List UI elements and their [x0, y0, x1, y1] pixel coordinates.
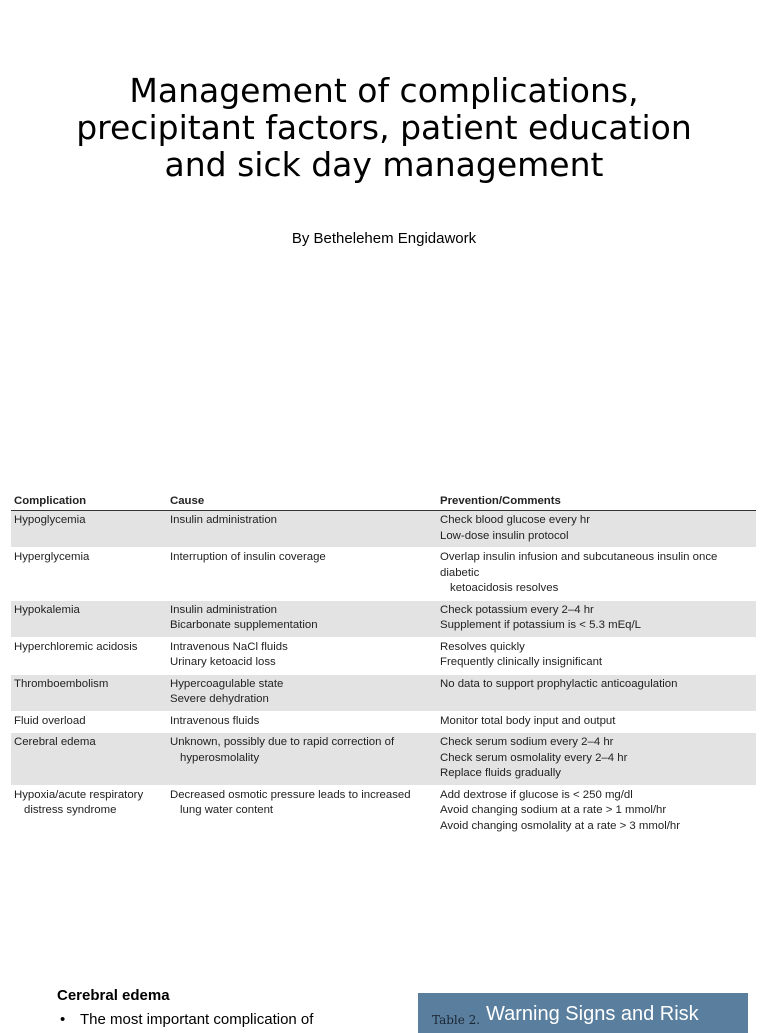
section-heading: Cerebral edema — [57, 987, 170, 1004]
cell-line: Check blood glucose every hr — [440, 514, 591, 526]
table-row — [11, 511, 756, 548]
table-cell-prevention — [437, 785, 756, 838]
cell-line: hyperosmolality — [180, 751, 260, 764]
table-cell-cause — [167, 733, 437, 786]
cell-line: Unknown, possibly due to rapid correction of — [170, 736, 395, 748]
cell-line: Hyperchloremic acidosis — [14, 640, 138, 653]
cell-line: Insulin administration — [170, 514, 277, 526]
table-cell-complication — [11, 711, 167, 733]
cell-line: Overlap insulin infusion and subcutaneous insulin once diabetic — [440, 551, 718, 579]
table-cell-cause — [167, 600, 437, 637]
table-cell-prevention — [437, 733, 756, 786]
cell-line: lung water content — [180, 804, 274, 816]
header-cause: Cause — [167, 493, 437, 511]
cell-line: Urinary ketoacid loss — [170, 656, 276, 668]
slide-author: By Bethelehem Engidawork — [291, 230, 477, 247]
table-cell-complication — [11, 548, 167, 601]
cell-line: Cerebral edema — [14, 736, 96, 748]
cell-line: Resolves quickly — [440, 640, 525, 653]
cell-line: Insulin administration — [170, 603, 277, 616]
table-cell-complication — [11, 600, 167, 637]
table-cell-prevention — [437, 637, 756, 674]
table2-banner — [418, 993, 748, 1033]
cell-line: Check potassium every 2–4 hr — [440, 603, 594, 616]
cell-line: distress syndrome — [24, 804, 117, 816]
bullet-icon: • — [60, 1011, 66, 1028]
cell-line: Intravenous NaCl fluids — [170, 640, 288, 653]
cell-line: Thromboembolism — [14, 677, 109, 690]
cell-line: Supplement if potassium is < 5.3 mEq/L — [440, 619, 642, 631]
header-prevention: Prevention/Comments — [437, 493, 756, 511]
cell-line: Hyperglycemia — [14, 551, 90, 563]
table-cell-complication — [11, 733, 167, 786]
table-cell-cause — [167, 511, 437, 548]
table-cell-prevention — [437, 511, 756, 548]
table-cell-complication — [11, 637, 167, 674]
cell-line: ketoacidosis resolves — [450, 582, 559, 594]
table-row — [11, 548, 756, 601]
cell-line: Bicarbonate supplementation — [170, 619, 318, 631]
table-cell-complication — [11, 674, 167, 711]
table-cell-cause — [167, 548, 437, 601]
table-cell-complication — [11, 785, 167, 838]
table-cell-cause — [167, 637, 437, 674]
complications-table — [11, 493, 756, 838]
cell-line: Severe dehydration — [170, 693, 269, 705]
table-header-row — [11, 493, 756, 511]
table-cell-cause — [167, 785, 437, 838]
cell-line: Hypercoagulable state — [170, 677, 284, 690]
cell-line: Frequently clinically insignificant — [440, 656, 603, 668]
cell-line: No data to support prophylactic anticoagulation — [440, 677, 678, 690]
cell-line: Intravenous fluids — [170, 714, 260, 727]
table-cell-prevention — [437, 674, 756, 711]
bullet-item — [60, 1011, 313, 1028]
table2-label: Table 2. — [432, 1013, 481, 1027]
table-cell-prevention — [437, 711, 756, 733]
cell-line: Check serum osmolality every 2–4 hr — [440, 751, 628, 764]
cell-line: Hypoxia/acute respiratory — [14, 788, 144, 801]
cell-line: Interruption of insulin coverage — [170, 551, 326, 563]
cell-line: Hypokalemia — [14, 603, 80, 616]
cell-line: Avoid changing osmolality at a rate > 3 mmol/hr — [440, 819, 681, 832]
table-row — [11, 637, 756, 674]
cell-line: Fluid overload — [14, 714, 86, 727]
table-row — [11, 600, 756, 637]
table-row — [11, 733, 756, 786]
cell-line: Check serum sodium every 2–4 hr — [440, 736, 614, 748]
cell-line: Low-dose insulin protocol — [440, 529, 569, 542]
table-row — [11, 785, 756, 838]
table-row — [11, 711, 756, 733]
table-cell-cause — [167, 711, 437, 733]
slide-title: Management of complications, precipitant factors, patient education and sick day management — [76, 71, 692, 184]
table-cell-cause — [167, 674, 437, 711]
table-cell-complication — [11, 511, 167, 548]
cell-line: Hypoglycemia — [14, 514, 86, 526]
table2-heading: Warning Signs and Risk — [486, 1003, 699, 1025]
table-cell-prevention — [437, 600, 756, 637]
header-complication: Complication — [11, 493, 167, 511]
cell-line: Replace fluids gradually — [440, 767, 561, 779]
table-row — [11, 674, 756, 711]
cell-line: Add dextrose if glucose is < 250 mg/dl — [440, 788, 633, 801]
cell-line: Monitor total body input and output — [440, 714, 616, 727]
cell-line: Avoid changing sodium at a rate > 1 mmol/hr — [440, 804, 667, 816]
table-cell-prevention — [437, 548, 756, 601]
cell-line: Decreased osmotic pressure leads to increased — [170, 788, 411, 801]
table-body — [11, 511, 756, 838]
bullet-text: The most important complication of — [80, 1011, 314, 1028]
